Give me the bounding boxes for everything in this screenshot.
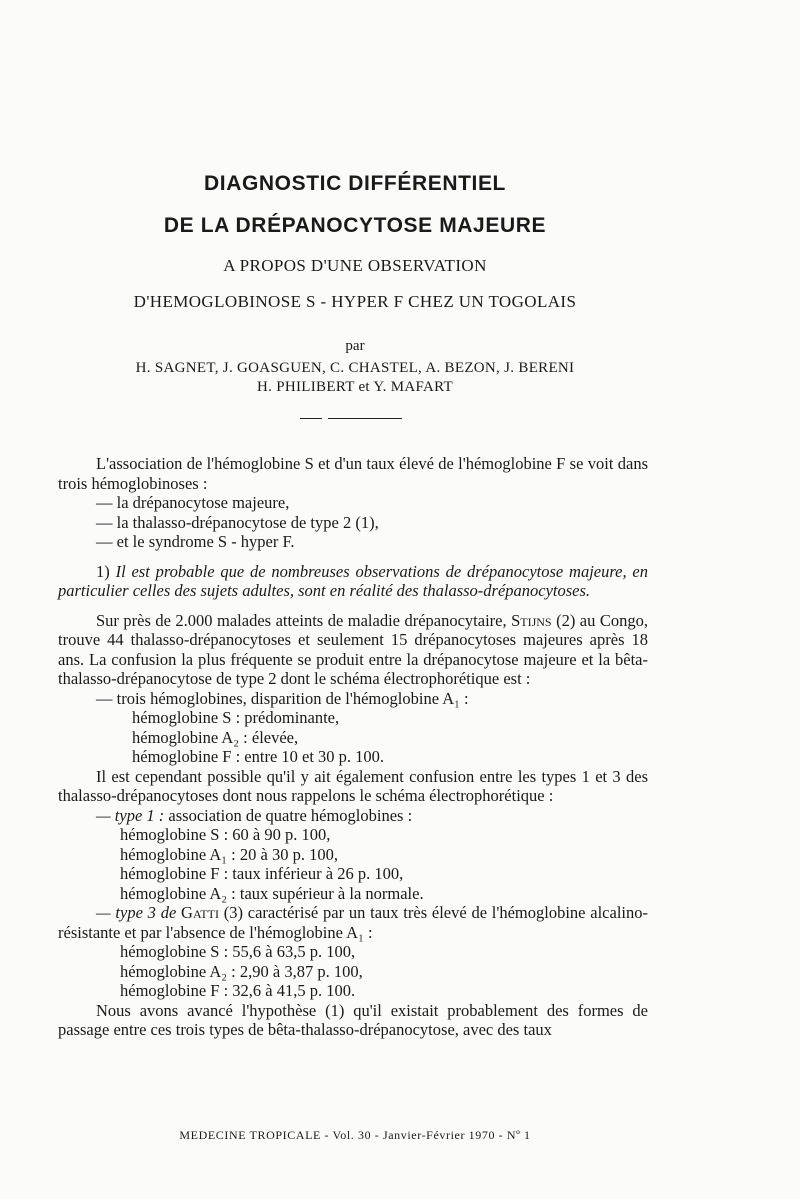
type-3-heading xyxy=(58,903,648,942)
paragraph-text: (2) au Congo, trouve 44 thalasso-drépanocytoses et seulement 15 drépanocytoses majeures après 18 ans. La confusion la plus fréquente se produit entre la drépanocytose majeure et la bêta-thalasso-drépanocytose de type 2 dont le schéma électrophorétique est : xyxy=(58,610,648,688)
type-1-line: hémoglobine A₁ : 20 à 30 p. 100, xyxy=(120,844,338,864)
list-item: — et le syndrome S - hyper F. xyxy=(96,532,295,551)
paragraph-text: Sur près de 2.000 malades atteints de maladie drépanocytaire, xyxy=(96,610,507,630)
scheme-line: hémoglobine A₂ : élevée, xyxy=(132,727,299,747)
article-subtitle-line-1: A PROPOS D'UNE OBSERVATION xyxy=(223,256,487,275)
hypothesis-paragraph: Nous avons avancé l'hypothèse (1) qu'il existait probablement des formes de passage entre ces trois types de bêta-thalasso-drépanocytose, avec des taux xyxy=(58,1000,648,1039)
scheme-heading: — trois hémoglobines, disparition de l'hémoglobine A₁ : xyxy=(96,688,469,708)
author-citation-gatti: Gatti xyxy=(181,903,219,922)
intro-paragraph: L'association de l'hémoglobine S et d'un taux élevé de l'hémoglobine F se voit dans trois hémoglobinoses : xyxy=(58,454,648,493)
separator-rule xyxy=(300,418,402,419)
article-body xyxy=(58,454,648,1040)
type-3-line: hémoglobine F : 32,6 à 41,5 p. 100. xyxy=(120,981,356,1000)
scheme-line: hémoglobine F : entre 10 et 30 p. 100. xyxy=(132,747,385,766)
type-3-label: — type 3 de xyxy=(96,903,177,922)
authors-line-2: H. PHILIBERT et Y. MAFART xyxy=(257,379,453,395)
point-1-text: Il est probable que de nombreuses observations de drépanocytose majeure, en particulier celles des sujets adultes, sont en réalité des thalasso-drépanocytoses. xyxy=(58,561,649,600)
point-1-paragraph xyxy=(58,562,648,601)
type-1-text: association de quatre hémoglobines : xyxy=(168,805,413,825)
article-subtitle-line-2: D'HEMOGLOBINOSE S - HYPER F CHEZ UN TOGOLAIS xyxy=(133,292,577,311)
point-1-number: 1) xyxy=(96,561,110,581)
type-1-line: hémoglobine A₂ : taux supérieur à la normale. xyxy=(120,883,424,903)
byline-par: par xyxy=(345,338,365,354)
type-3-line: hémoglobine S : 55,6 à 63,5 p. 100, xyxy=(120,942,356,961)
paragraph-stijns xyxy=(58,611,648,689)
journal-footer: MEDECINE TROPICALE - Vol. 30 - Janvier-Février 1970 - Nº 1 xyxy=(179,1128,531,1142)
type-3-line: hémoglobine A₂ : 2,90 à 3,87 p. 100, xyxy=(120,961,363,981)
list-item: — la thalasso-drépanocytose de type 2 (1), xyxy=(96,512,379,532)
paragraph-types: Il est cependant possible qu'il y ait également confusion entre les types 1 et 3 des thalasso-drépanocytoses dont nous rappelons le schéma électrophorétique : xyxy=(58,766,648,805)
separator-gap xyxy=(322,418,328,419)
type-1-label: — type 1 : xyxy=(96,805,165,825)
type-3-text: (3) caractérisé par un taux très élevé de l'hémoglobine alcalino-résistante et par l'absence de l'hémoglobine A₁ : xyxy=(58,903,648,942)
authors-line-1: H. SAGNET, J. GOASGUEN, C. CHASTEL, A. BEZON, J. BERENI xyxy=(135,360,575,376)
list-item: — la drépanocytose majeure, xyxy=(96,493,290,512)
article-title-line-1: DIAGNOSTIC DIFFÉRENTIEL xyxy=(204,172,506,195)
author-citation-stijns: Stijns xyxy=(511,610,552,630)
type-1-line: hémoglobine S : 60 à 90 p. 100, xyxy=(120,825,331,844)
scheme-line: hémoglobine S : prédominante, xyxy=(132,708,340,727)
type-1-line: hémoglobine F : taux inférieur à 26 p. 100, xyxy=(120,864,404,883)
article-title-line-2: DE LA DRÉPANOCYTOSE MAJEURE xyxy=(163,214,547,237)
type-1-heading xyxy=(58,806,648,826)
